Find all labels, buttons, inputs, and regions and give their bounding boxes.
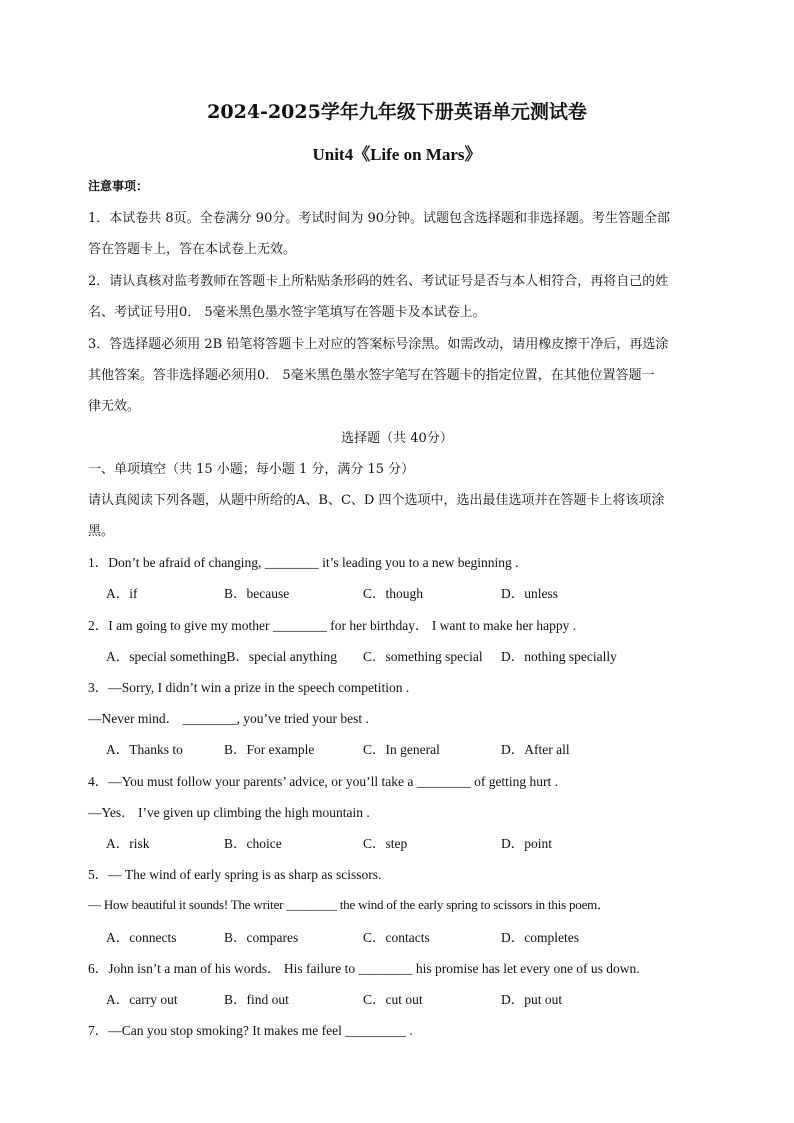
notice-heading: 注意事项： xyxy=(88,179,149,193)
option-d: D．point xyxy=(501,836,553,851)
question-stem: 7．—Can you stop smoking? It makes me feel _________ . xyxy=(88,1023,413,1038)
option-c: C．In general xyxy=(363,742,440,757)
notice-line: 名、考试证号用0． 5毫米黑色墨水签字笔填写在答题卡及本试卷上。 xyxy=(88,305,486,320)
question-stem-response: — How beautiful it sounds! The writer ________ the wind of the early spring to scissors in this poem． xyxy=(88,897,610,912)
question-stem: 2．I am going to give my mother ________ for her birthday． I want to make her happy . xyxy=(88,618,577,633)
question-stem: 6．John isn’t a man of his words． His failure to ________ his promise has let every one of us down. xyxy=(88,961,640,976)
unit-subtitle: Unit4《Life on Mars》 xyxy=(312,145,482,164)
option-c: C．cut out xyxy=(363,992,423,1007)
option-b: B．choice xyxy=(224,836,282,851)
option-d: D．completes xyxy=(501,930,579,945)
option-a: A．Thanks to xyxy=(106,742,183,757)
part-title: 一、单项填空（共 15 小题；每小题 1 分，满分 15 分） xyxy=(88,462,415,477)
notice-line: 答在答题卡上，答在本试卷上无效。 xyxy=(88,242,297,257)
exam-title: 2024-2025学年九年级下册英语单元测试卷 xyxy=(207,101,587,123)
question-stem: 1．Don’t be afraid of changing, ________ it’s leading you to a new beginning . xyxy=(88,555,519,570)
question-stem-response: —Yes． I’ve given up climbing the high mountain . xyxy=(88,805,370,820)
option-d: D．unless xyxy=(501,586,558,601)
question-stem: 5．— The wind of early spring is as sharp as scissors. xyxy=(88,867,382,882)
option-b: B．find out xyxy=(224,992,289,1007)
instructions-line: 黑。 xyxy=(88,524,115,539)
option-d: D．After all xyxy=(501,742,570,757)
notice-line: 2．请认真核对监考教师在答题卡上所粘贴条形码的姓名、考试证号是否与本人相符合，再将自己的姓 xyxy=(88,274,669,289)
instructions-line: 请认真阅读下列各题，从题中所给的A、B、C、D 四个选项中，选出最佳选项并在答题卡上将该项涂 xyxy=(88,493,665,508)
option-b: B．compares xyxy=(224,930,299,945)
option-b: B．For example xyxy=(224,742,315,757)
question-stem: 4．—You must follow your parents’ advice, or you’ll take a ________ of getting hurt . xyxy=(88,774,559,789)
option-ab: A．special somethingB．special anything xyxy=(106,649,337,664)
option-c: C．step xyxy=(363,836,408,851)
notice-line: 律无效。 xyxy=(88,399,141,414)
option-a: A．if xyxy=(106,586,138,601)
option-c: C．though xyxy=(363,586,424,601)
option-c: C．something special xyxy=(363,649,483,664)
notice-line: 1．本试卷共 8页。全卷满分 90分。考试时间为 90分钟。试题包含选择题和非选择题。考生答题全部 xyxy=(88,211,671,226)
option-a: A．connects xyxy=(106,930,177,945)
notice-line: 其他答案。答非选择题必须用0． 5毫米黑色墨水签字笔写在答题卡的指定位置，在其他位置答题一 xyxy=(88,368,655,383)
option-a: A．carry out xyxy=(106,992,178,1007)
section-title: 选择题（共 40分） xyxy=(341,431,453,446)
notice-line: 3．答选择题必须用 2B 铅笔将答题卡上对应的答案标号涂黑。如需改动，请用橡皮擦干净后，再选涂 xyxy=(88,337,669,352)
option-d: D．put out xyxy=(501,992,563,1007)
option-b: B．because xyxy=(224,586,290,601)
question-stem: 3．—Sorry, I didn’t win a prize in the speech competition . xyxy=(88,680,410,695)
option-c: C．contacts xyxy=(363,930,430,945)
option-d: D．nothing specially xyxy=(501,649,617,664)
question-stem-response: —Never mind． ________, you’ve tried your best . xyxy=(88,711,369,726)
option-a: A．risk xyxy=(106,836,150,851)
